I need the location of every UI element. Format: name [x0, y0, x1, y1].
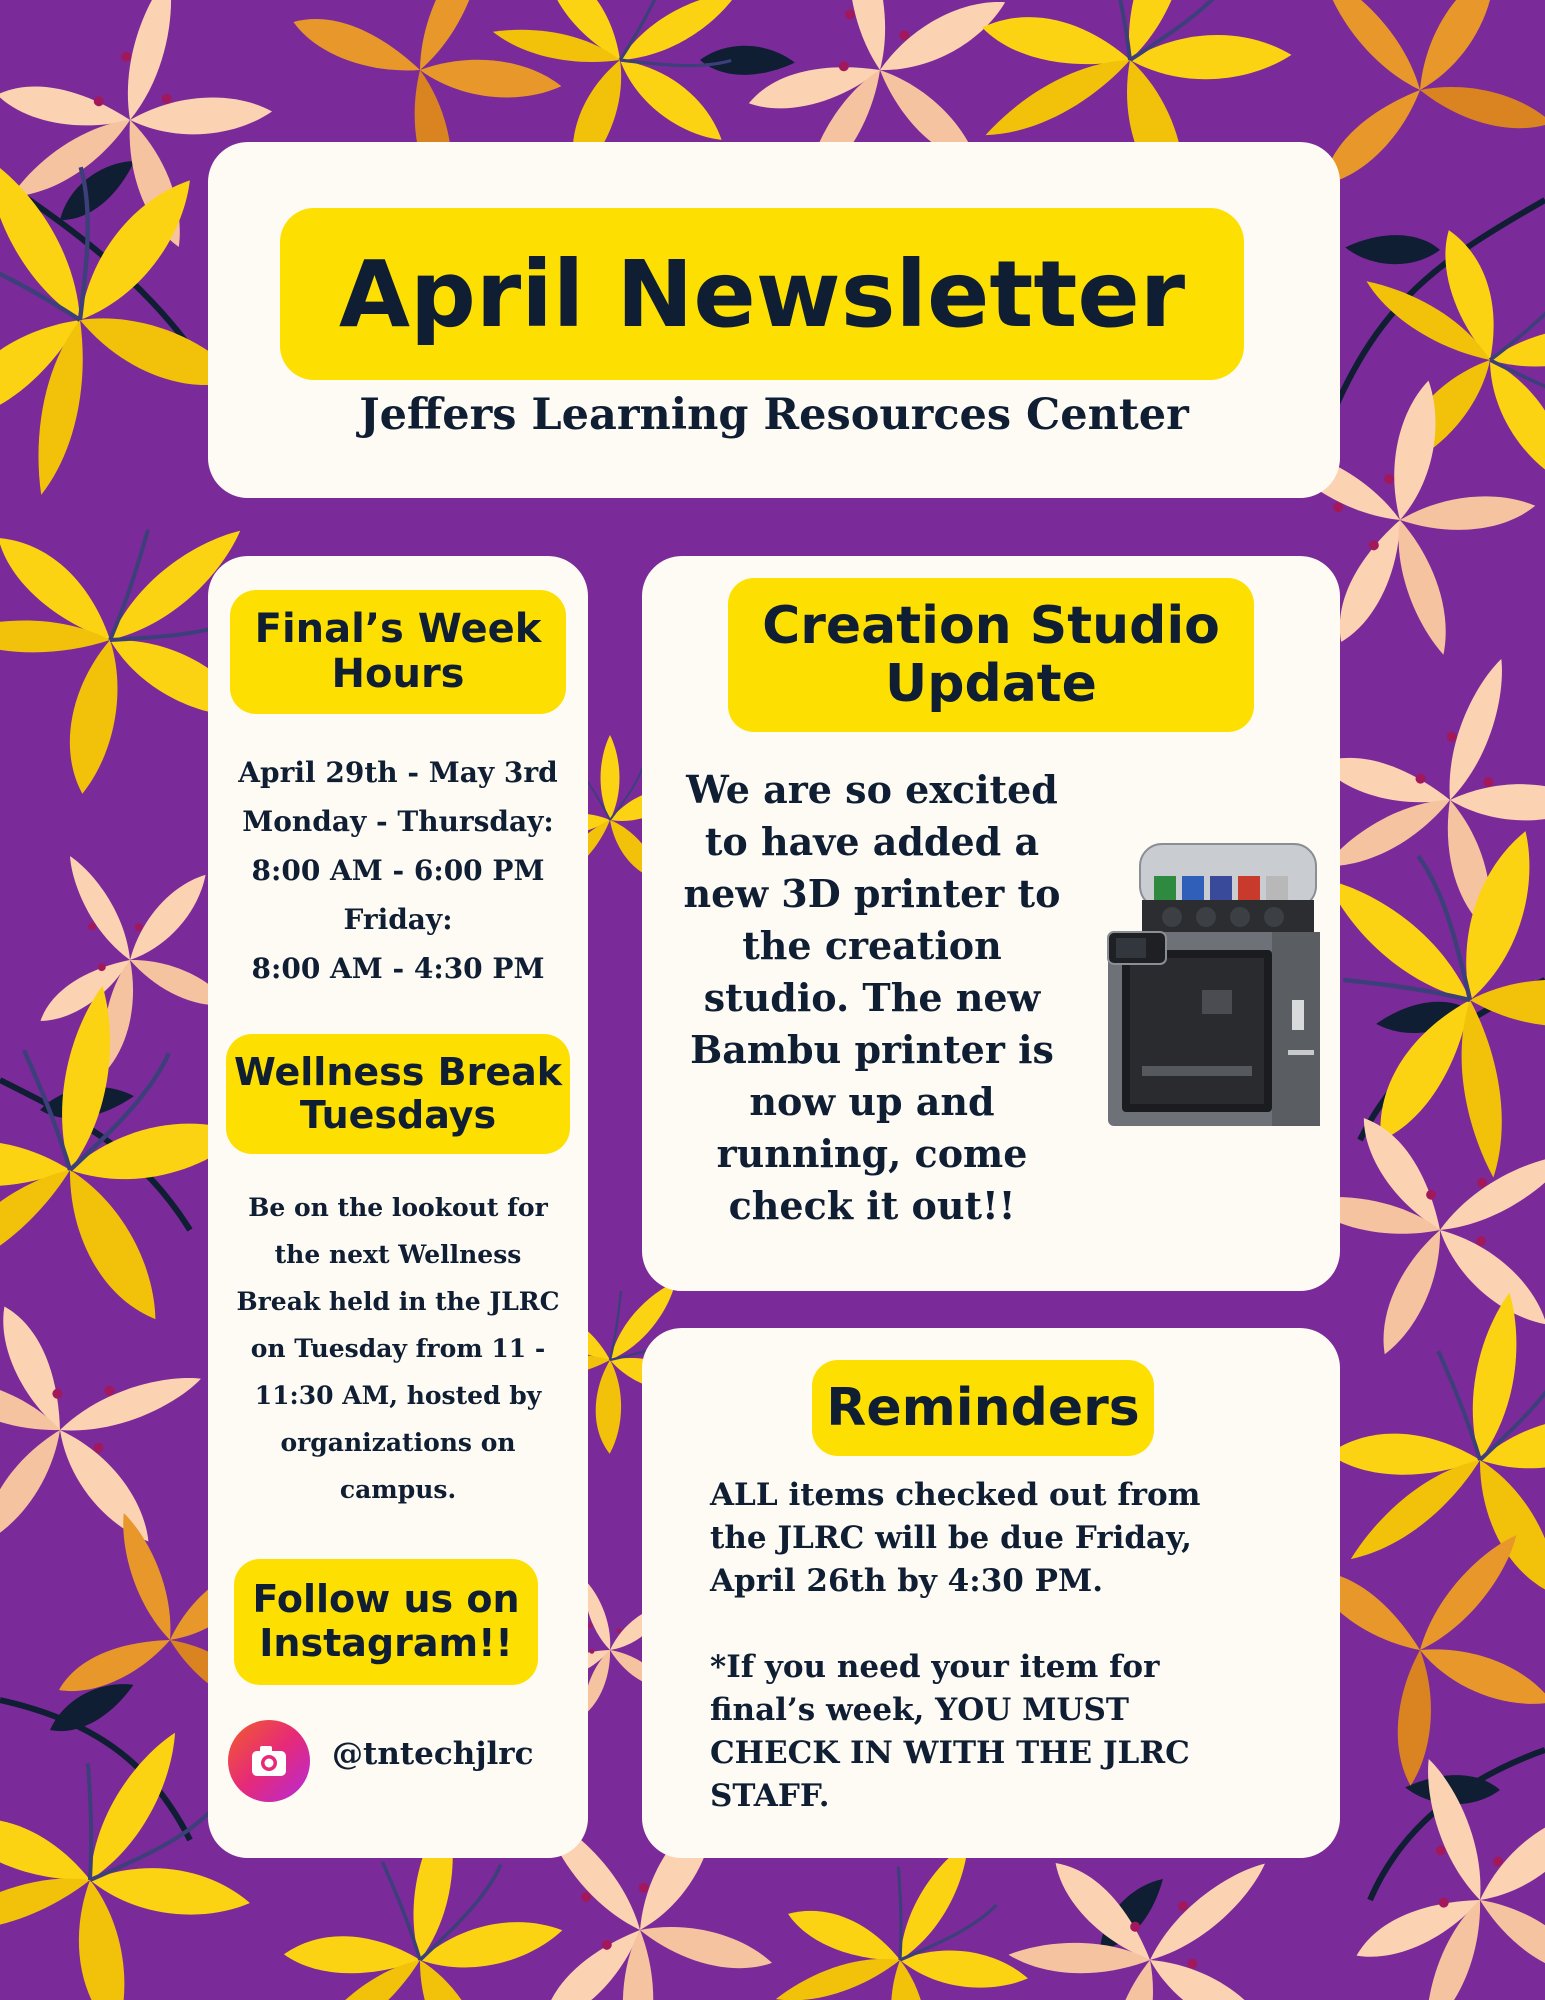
reminder-line: ALL items checked out from — [710, 1477, 1201, 1513]
creation-studio-card — [642, 556, 1340, 1291]
left-card — [208, 556, 588, 1858]
creation-line: new 3D printer to — [683, 871, 1061, 916]
instagram-icon[interactable] — [228, 1720, 310, 1802]
wellness-line: organizations on — [280, 1428, 516, 1457]
3d-printer-image — [1102, 840, 1328, 1130]
finals-line: 8:00 AM - 6:00 PM — [251, 854, 545, 887]
finals-heading: Final’s Week Hours — [230, 590, 566, 714]
reminders-heading: Reminders — [812, 1360, 1154, 1456]
instagram-heading: Follow us on Instagram!! — [234, 1559, 538, 1685]
creation-line: studio. The new — [703, 975, 1041, 1020]
reminder-line: the JLRC will be due Friday, — [710, 1520, 1192, 1556]
finals-hours — [208, 748, 588, 993]
title-text: April Newsletter — [338, 240, 1186, 348]
newsletter-subtitle: Jeffers Learning Resources Center — [359, 390, 1189, 440]
wellness-line: the next Wellness — [274, 1240, 522, 1269]
instagram-handle[interactable]: @tntechjlrc — [332, 1736, 534, 1772]
creation-line: running, come — [716, 1131, 1028, 1176]
reminder-note-line: CHECK IN WITH THE JLRC — [710, 1735, 1190, 1771]
reminders-card — [642, 1328, 1340, 1858]
header-card — [208, 142, 1340, 498]
reminder-note-line: *If you need your item for — [710, 1649, 1160, 1685]
newsletter-title — [280, 208, 1244, 380]
reminder-note-line: STAFF. — [710, 1778, 830, 1814]
creation-line: check it out!! — [728, 1183, 1016, 1228]
wellness-line: on Tuesday from 11 - — [250, 1334, 546, 1363]
finals-line: Friday: — [343, 903, 453, 936]
creation-line: the creation — [742, 923, 1002, 968]
wellness-line: Break held in the JLRC — [236, 1287, 560, 1316]
wellness-line: 11:30 AM, hosted by — [254, 1381, 542, 1410]
creation-line: now up and — [749, 1079, 995, 1124]
wellness-text — [208, 1184, 588, 1513]
creation-text — [652, 764, 1092, 1232]
reminders-note — [710, 1646, 1320, 1818]
creation-line: to have added a — [704, 819, 1040, 864]
finals-line: Monday - Thursday: — [242, 805, 554, 838]
finals-line: April 29th - May 3rd — [238, 756, 558, 789]
reminder-line: April 26th by 4:30 PM. — [710, 1563, 1104, 1599]
creation-line: We are so excited — [686, 767, 1058, 812]
reminders-text — [710, 1474, 1320, 1603]
wellness-line: campus. — [339, 1475, 457, 1504]
wellness-heading: Wellness Break Tuesdays — [226, 1034, 570, 1154]
creation-line: Bambu printer is — [690, 1027, 1054, 1072]
reminder-note-line: final’s week, YOU MUST — [710, 1692, 1129, 1728]
creation-heading: Creation Studio Update — [728, 578, 1254, 732]
wellness-line: Be on the lookout for — [248, 1193, 548, 1222]
finals-line: 8:00 AM - 4:30 PM — [251, 952, 545, 985]
